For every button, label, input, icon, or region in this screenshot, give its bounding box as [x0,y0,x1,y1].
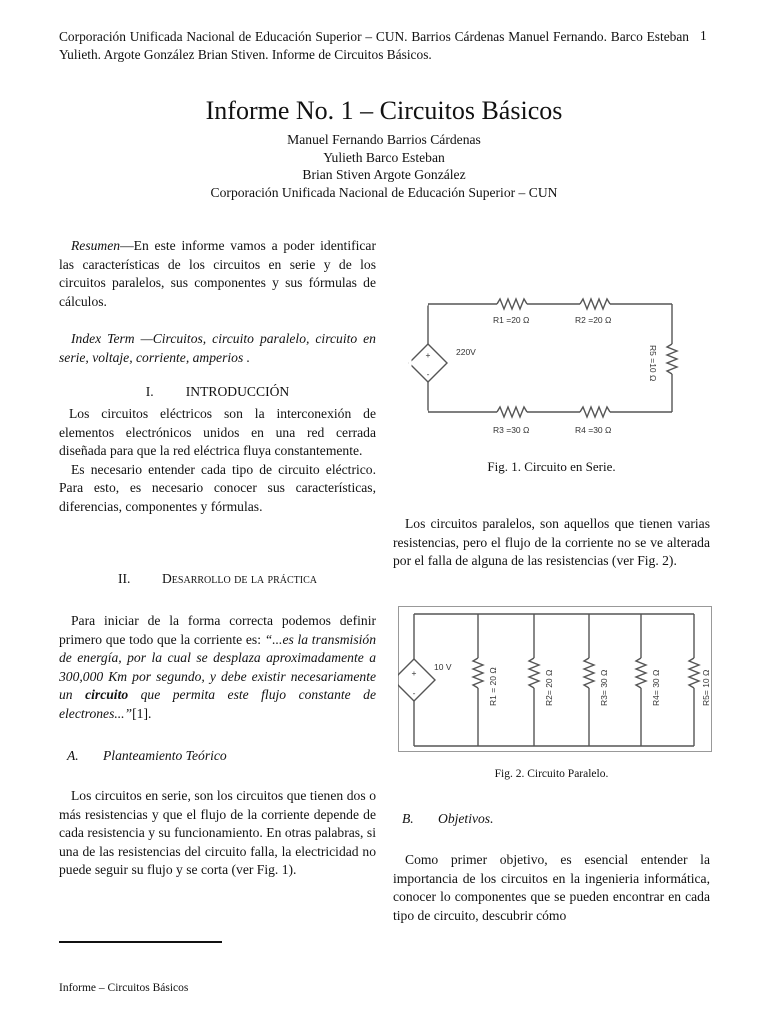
intro-paragraph-1: Los circuitos eléctricos son la interconexión de elementos electrónicos unidos en una red cerrada diseñada para que la red eléctrica fluya constantemente. [59,406,376,459]
fig1-minus: - [426,369,430,379]
subsection-a-label: A. [67,748,79,763]
fig2-minus: - [412,688,416,698]
affiliation: Corporación Unificada Nacional de Educación Superior – CUN [210,184,558,200]
resistor-r3 [584,658,594,688]
fig1-r4-label: R4 =30 Ω [575,425,612,435]
figure-2-parallel-circuit [398,606,712,752]
quote-part-a: “...es la transmisión de energía, por la cual se desplaza aproximadamente a 300,000 Km por segundo, y debe existir necesariamente un [59,631,376,703]
section-2-title: Desarrollo de la práctica [161,571,318,586]
subsection-b-body [393,851,710,925]
fig2-source-label: 10 V [434,662,452,672]
page-footer: Informe – Circuitos Básicos [59,982,189,994]
subsection-a-heading [67,748,384,764]
fig1-r2-label: R2 =20 Ω [575,315,612,325]
section-1-body [59,405,376,517]
resistor-r1 [473,658,483,688]
fig1-r5-label: R5 =10 Ω [648,345,658,382]
subsection-a-body [59,787,376,880]
parallel-intro [393,515,710,571]
fig2-r2-label: R2= 20 Ω [544,669,554,706]
subsection-b-title: Objetivos. [438,811,494,826]
fig2-r3-label: R3= 30 Ω [599,669,609,706]
footnote-rule [59,941,222,943]
series-paragraph: Los circuitos en serie, son los circuitos que tienen dos o más resistencias y que el flujo de la corriente depende de cada resistencia y su funcionamiento. En otras palabras, si una de las resistencias del circuito falla, la electricidad no puede seguir su flujo y se corta (ver Fig. 1). [59,788,376,878]
paper-title: Informe No. 1 – Circuitos Básicos [205,96,563,125]
resistor-r4 [636,658,646,688]
index-terms-text: —Circuitos, circuito paralelo, circuito en serie, voltaje, corriente, amperios . [59,331,376,365]
fig1-source-label: 220V [456,347,476,357]
quote-part-b: que permita este flujo constante de electrones...” [59,687,376,721]
intro-paragraph-2: Es necesario entender cada tipo de circuito eléctrico. Para esto, es necesario conocer sus características, diferencias, componentes y fórmulas. [59,461,376,514]
objectives-paragraph: Como primer objetivo, es esencial entender la importancia de los circuitos en la ingenieria informática, conocer lo componentes que se pueden encontrar en cada tipo de circuito, descubrir cómo [393,852,710,923]
subsection-b-label: B. [402,811,414,826]
section-2-body [59,612,376,724]
figure-2-caption: Fig. 2. Circuito Paralelo. [494,768,609,780]
abstract-text: —En este informe vamos a poder identificar las características de los circuitos en serie y de los circuitos paralelos, sus componentes y sus fórmulas de cálculos. [59,238,376,309]
author-1: Manuel Fernando Barrios Cárdenas [287,132,481,147]
subsection-b-heading [402,811,494,827]
abstract-label: Resumen [71,238,121,253]
fig1-plus: + [425,350,431,360]
figure-1-caption: Fig. 1. Circuito en Serie. [487,459,616,474]
parallel-paragraph: Los circuitos paralelos, son aquellos que tienen varias resistencias, pero el flujo de la corriente no se ve alterada por el falla de alguna de las resistencias (ver Fig. 2). [393,516,710,569]
subsection-a-title: Planteamiento Teórico [103,748,227,763]
voltage-source-icon [398,659,435,701]
figure-1-source-leads [400,288,710,448]
section-2-number: II. [117,571,131,586]
index-terms-label: Index Term [71,331,135,346]
author-2: Yulieth Barco Esteban [323,149,445,165]
running-header: Corporación Unificada Nacional de Educación Superior – CUN. Barrios Cárdenas Manuel Fernando. Barco Esteban Yulieth. Argote González Brian Stiven. Informe de Circuitos Básicos. [59,29,689,62]
fig2-plus: + [411,668,417,678]
figure-frame [399,607,712,752]
fig2-r5-label: R5= 10 Ω [701,669,711,706]
fig1-r3-label: R3 =30 Ω [493,425,530,435]
index-terms [59,330,376,367]
fig1-r1-label: R1 =20 Ω [493,315,530,325]
section-2-heading [59,571,376,587]
resistor-r5 [689,658,699,688]
author-block [0,131,768,201]
section-2-intro: Para iniciar de la forma correcta podemos definir primero que todo que la corriente es: [59,613,376,647]
abstract [59,237,376,311]
page-number: 1 [700,28,707,43]
citation: [1]. [132,705,152,721]
section-1-title: INTRODUCCIÓN [185,384,290,399]
resistor-r2 [529,658,539,688]
section-1-number: I. [145,384,154,399]
section-1-heading [59,384,376,400]
author-3: Brian Stiven Argote González [302,167,466,182]
fig2-r1-label: R1 = 20 Ω [488,667,498,706]
quote-bold-word: circuito [85,687,129,703]
fig2-r4-label: R4= 30 Ω [651,669,661,706]
